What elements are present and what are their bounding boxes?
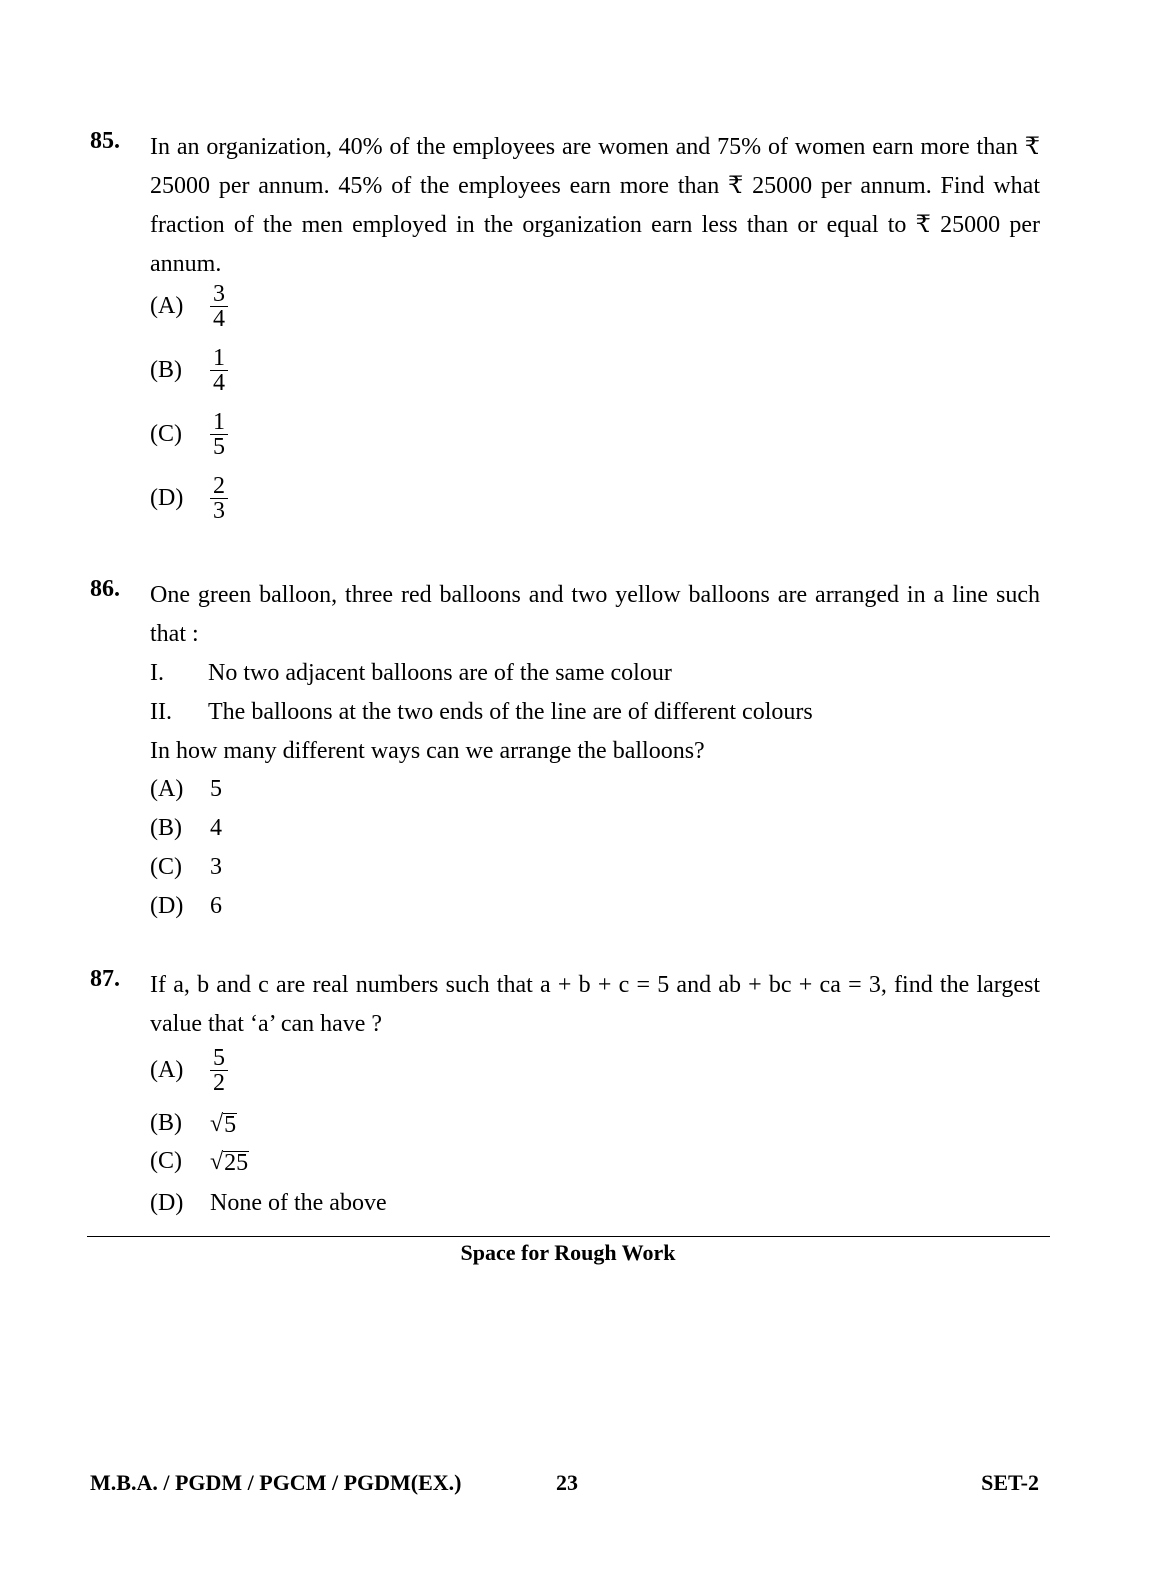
option-c bbox=[150, 848, 222, 887]
option-text: 4 bbox=[210, 815, 222, 841]
rough-work-heading: Space for Rough Work bbox=[460, 1240, 676, 1265]
option-label: (D) bbox=[150, 484, 184, 511]
question-text: In an organization, 40% of the employees are women and 75% of women earn more than ₹ 25000 per annum. 45% of the employees earn more than ₹ 25000 per annum. Find what fraction of the men employed in the organization earn less than or equal to ₹ 25000 per annum. bbox=[150, 134, 1040, 277]
denominator: 4 bbox=[213, 305, 225, 332]
footer-course: M.B.A. / PGDM / PGCM / PGDM(EX.) bbox=[90, 1470, 462, 1495]
option-c bbox=[150, 408, 228, 460]
radical-sign-icon: √ bbox=[210, 1148, 224, 1175]
option-text: 6 bbox=[210, 893, 222, 919]
option-text: 5 bbox=[210, 776, 222, 802]
condition-2 bbox=[150, 693, 813, 732]
question-87 bbox=[90, 966, 1050, 1226]
fraction bbox=[210, 410, 228, 459]
option-a bbox=[150, 770, 222, 809]
denominator: 3 bbox=[213, 497, 225, 524]
question-number: 86. bbox=[90, 576, 120, 602]
option-d bbox=[150, 887, 222, 926]
option-label: (D) bbox=[150, 1190, 184, 1216]
condition-label: I. bbox=[150, 660, 164, 686]
square-root bbox=[210, 1112, 237, 1136]
question-text: One green balloon, three red balloons and two yellow balloons are arranged in a line such that : bbox=[150, 582, 1040, 647]
condition-text: No two adjacent balloons are of the same colour bbox=[208, 660, 672, 686]
condition-label: II. bbox=[150, 699, 172, 725]
numerator: 5 bbox=[210, 1046, 228, 1071]
option-label: (B) bbox=[150, 815, 182, 841]
denominator: 2 bbox=[213, 1069, 225, 1096]
numerator: 2 bbox=[210, 474, 228, 499]
question-number: 87. bbox=[90, 966, 120, 992]
option-label: (B) bbox=[150, 356, 182, 383]
numerator: 1 bbox=[210, 410, 228, 435]
radical-sign-icon: √ bbox=[210, 1110, 224, 1137]
radicand: 5 bbox=[224, 1111, 237, 1138]
fraction bbox=[210, 1046, 228, 1095]
fraction bbox=[210, 474, 228, 523]
fraction bbox=[210, 282, 228, 331]
option-label: (C) bbox=[150, 420, 182, 447]
option-label: (A) bbox=[150, 1056, 184, 1083]
option-text: 3 bbox=[210, 854, 222, 880]
option-label: (A) bbox=[150, 292, 184, 319]
option-b bbox=[150, 809, 222, 848]
footer-set: SET-2 bbox=[981, 1470, 1039, 1495]
fraction bbox=[210, 346, 228, 395]
option-d bbox=[150, 1184, 387, 1223]
option-label: (D) bbox=[150, 893, 184, 919]
option-b bbox=[150, 344, 228, 396]
divider-line bbox=[87, 1236, 1050, 1237]
option-b bbox=[150, 1104, 237, 1143]
denominator: 4 bbox=[213, 369, 225, 396]
option-a bbox=[150, 280, 228, 332]
option-a bbox=[150, 1044, 228, 1096]
condition-text: The balloons at the two ends of the line are of different colours bbox=[208, 699, 813, 725]
question-86 bbox=[90, 576, 1050, 926]
option-d bbox=[150, 472, 228, 524]
denominator: 5 bbox=[213, 433, 225, 460]
numerator: 1 bbox=[210, 346, 228, 371]
question-85 bbox=[90, 128, 1050, 548]
square-root bbox=[210, 1150, 249, 1174]
radicand: 25 bbox=[224, 1149, 249, 1176]
question-text: If a, b and c are real numbers such that a + b + c = 5 and ab + bc + ca = 3, find the largest value that ‘a’ can have ? bbox=[150, 972, 1040, 1037]
footer-page-number: 23 bbox=[556, 1470, 578, 1495]
option-label: (C) bbox=[150, 1148, 182, 1174]
option-label: (C) bbox=[150, 854, 182, 880]
option-text: None of the above bbox=[210, 1190, 387, 1216]
question-prompt: In how many different ways can we arrange the balloons? bbox=[150, 738, 705, 764]
numerator: 3 bbox=[210, 282, 228, 307]
condition-1 bbox=[150, 654, 672, 693]
option-c bbox=[150, 1142, 249, 1181]
option-label: (B) bbox=[150, 1110, 182, 1136]
question-number: 85. bbox=[90, 128, 120, 154]
option-label: (A) bbox=[150, 776, 184, 802]
